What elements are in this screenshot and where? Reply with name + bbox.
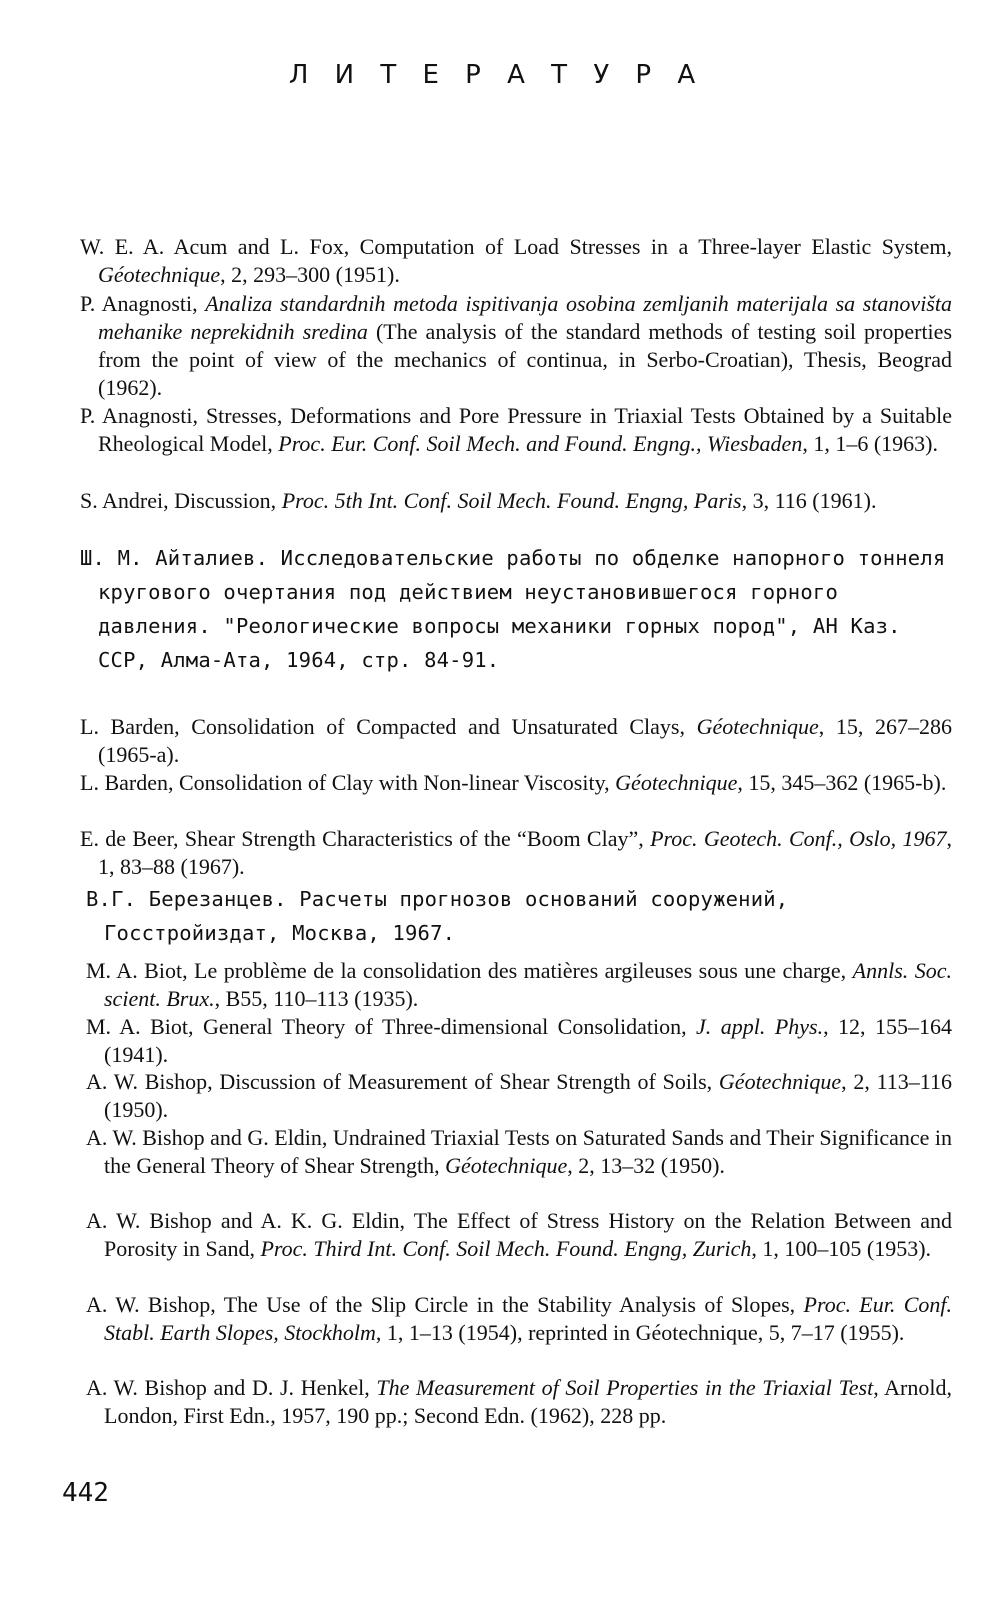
reference-item: A. W. Bishop, Discussion of Measurement of Shear Strength of Soils, Géotechnique, 2, 113–116 (1950). xyxy=(86,1069,952,1122)
page-title: Л И Т Е Р А Т У Р А xyxy=(288,60,705,90)
reference-item: W. E. A. Acum and L. Fox, Computation of Load Stresses in a Three-layer Elastic System, Géotechnique, 2, 293–300 (1951). xyxy=(80,234,952,287)
reference-item: A. W. Bishop, The Use of the Slip Circle in the Stability Analysis of Slopes, Proc. Eur. Conf. Stabl. Earth Slopes, Stockholm, 1, 1–13 (1954), reprinted in Géotechnique, 5, 7–17 (1955). xyxy=(86,1292,952,1345)
reference-item-typed: Ш. М. Айталиев. Исследовательские работы по обделке напорного тоннеля кругового очертания под действием неустановившегося горного давления. "Реологические вопросы механики горных пород", АН Каз. ССР, Алма-Ата, 1964, стр. 84-91. xyxy=(80,546,946,672)
reference-item: L. Barden, Consolidation of Clay with Non-linear Viscosity, Géotechnique, 15, 345–362 (1965-b). xyxy=(80,770,947,795)
reference-item: M. A. Biot, Le problème de la consolidation des matières argileuses sous une charge, Annls. Soc. scient. Brux., B55, 110–113 (1935). xyxy=(86,958,952,1011)
reference-item: A. W. Bishop and D. J. Henkel, The Measurement of Soil Properties in the Triaxial Test, Arnold, London, First Edn., 1957, 190 pp.; Second Edn. (1962), 228 pp. xyxy=(86,1375,952,1428)
reference-item: E. de Beer, Shear Strength Characteristics of the “Boom Clay”, Proc. Geotech. Conf., Oslo, 1967, 1, 83–88 (1967). xyxy=(80,826,953,879)
reference-item: P. Anagnosti, Stresses, Deformations and Pore Pressure in Triaxial Tests Obtained by a Suitable Rheological Model, Proc. Eur. Conf. Soil Mech. and Found. Engng., Wiesbaden, 1, 1–6 (1963). xyxy=(80,403,952,456)
reference-item: P. Anagnosti, Analiza standardnih metoda ispitivanja osobina zemljanih materijala sa stanovišta mehanike neprekidnih sredina (The analysis of the standard methods of testing soil properties from the point of view of the mechanics of continua, in Serbo-Croatian), Thesis, Beograd (1962). xyxy=(80,291,953,400)
reference-item: A. W. Bishop and G. Eldin, Undrained Triaxial Tests on Saturated Sands and Their Significance in the General Theory of Shear Strength, Géotechnique, 2, 13–32 (1950). xyxy=(86,1125,952,1178)
reference-item: L. Barden, Consolidation of Compacted and Unsaturated Clays, Géotechnique, 15, 267–286 (1965-a). xyxy=(80,714,953,767)
reference-item: S. Andrei, Discussion, Proc. 5th Int. Conf. Soil Mech. Found. Engng, Paris, 3, 116 (1961). xyxy=(80,488,877,513)
reference-item: M. A. Biot, General Theory of Three-dimensional Consolidation, J. appl. Phys., 12, 155–164 (1941). xyxy=(86,1014,952,1067)
page-number: 442 xyxy=(62,1478,109,1508)
reference-item-typed: В.Г. Березанцев. Расчеты прогнозов оснований сооружений, Госстройиздат, Москва, 1967. xyxy=(86,887,789,945)
reference-item: A. W. Bishop and A. K. G. Eldin, The Effect of Stress History on the Relation Between and Porosity in Sand, Proc. Third Int. Conf. Soil Mech. Found. Engng, Zurich, 1, 100–105 (1953). xyxy=(86,1208,952,1261)
